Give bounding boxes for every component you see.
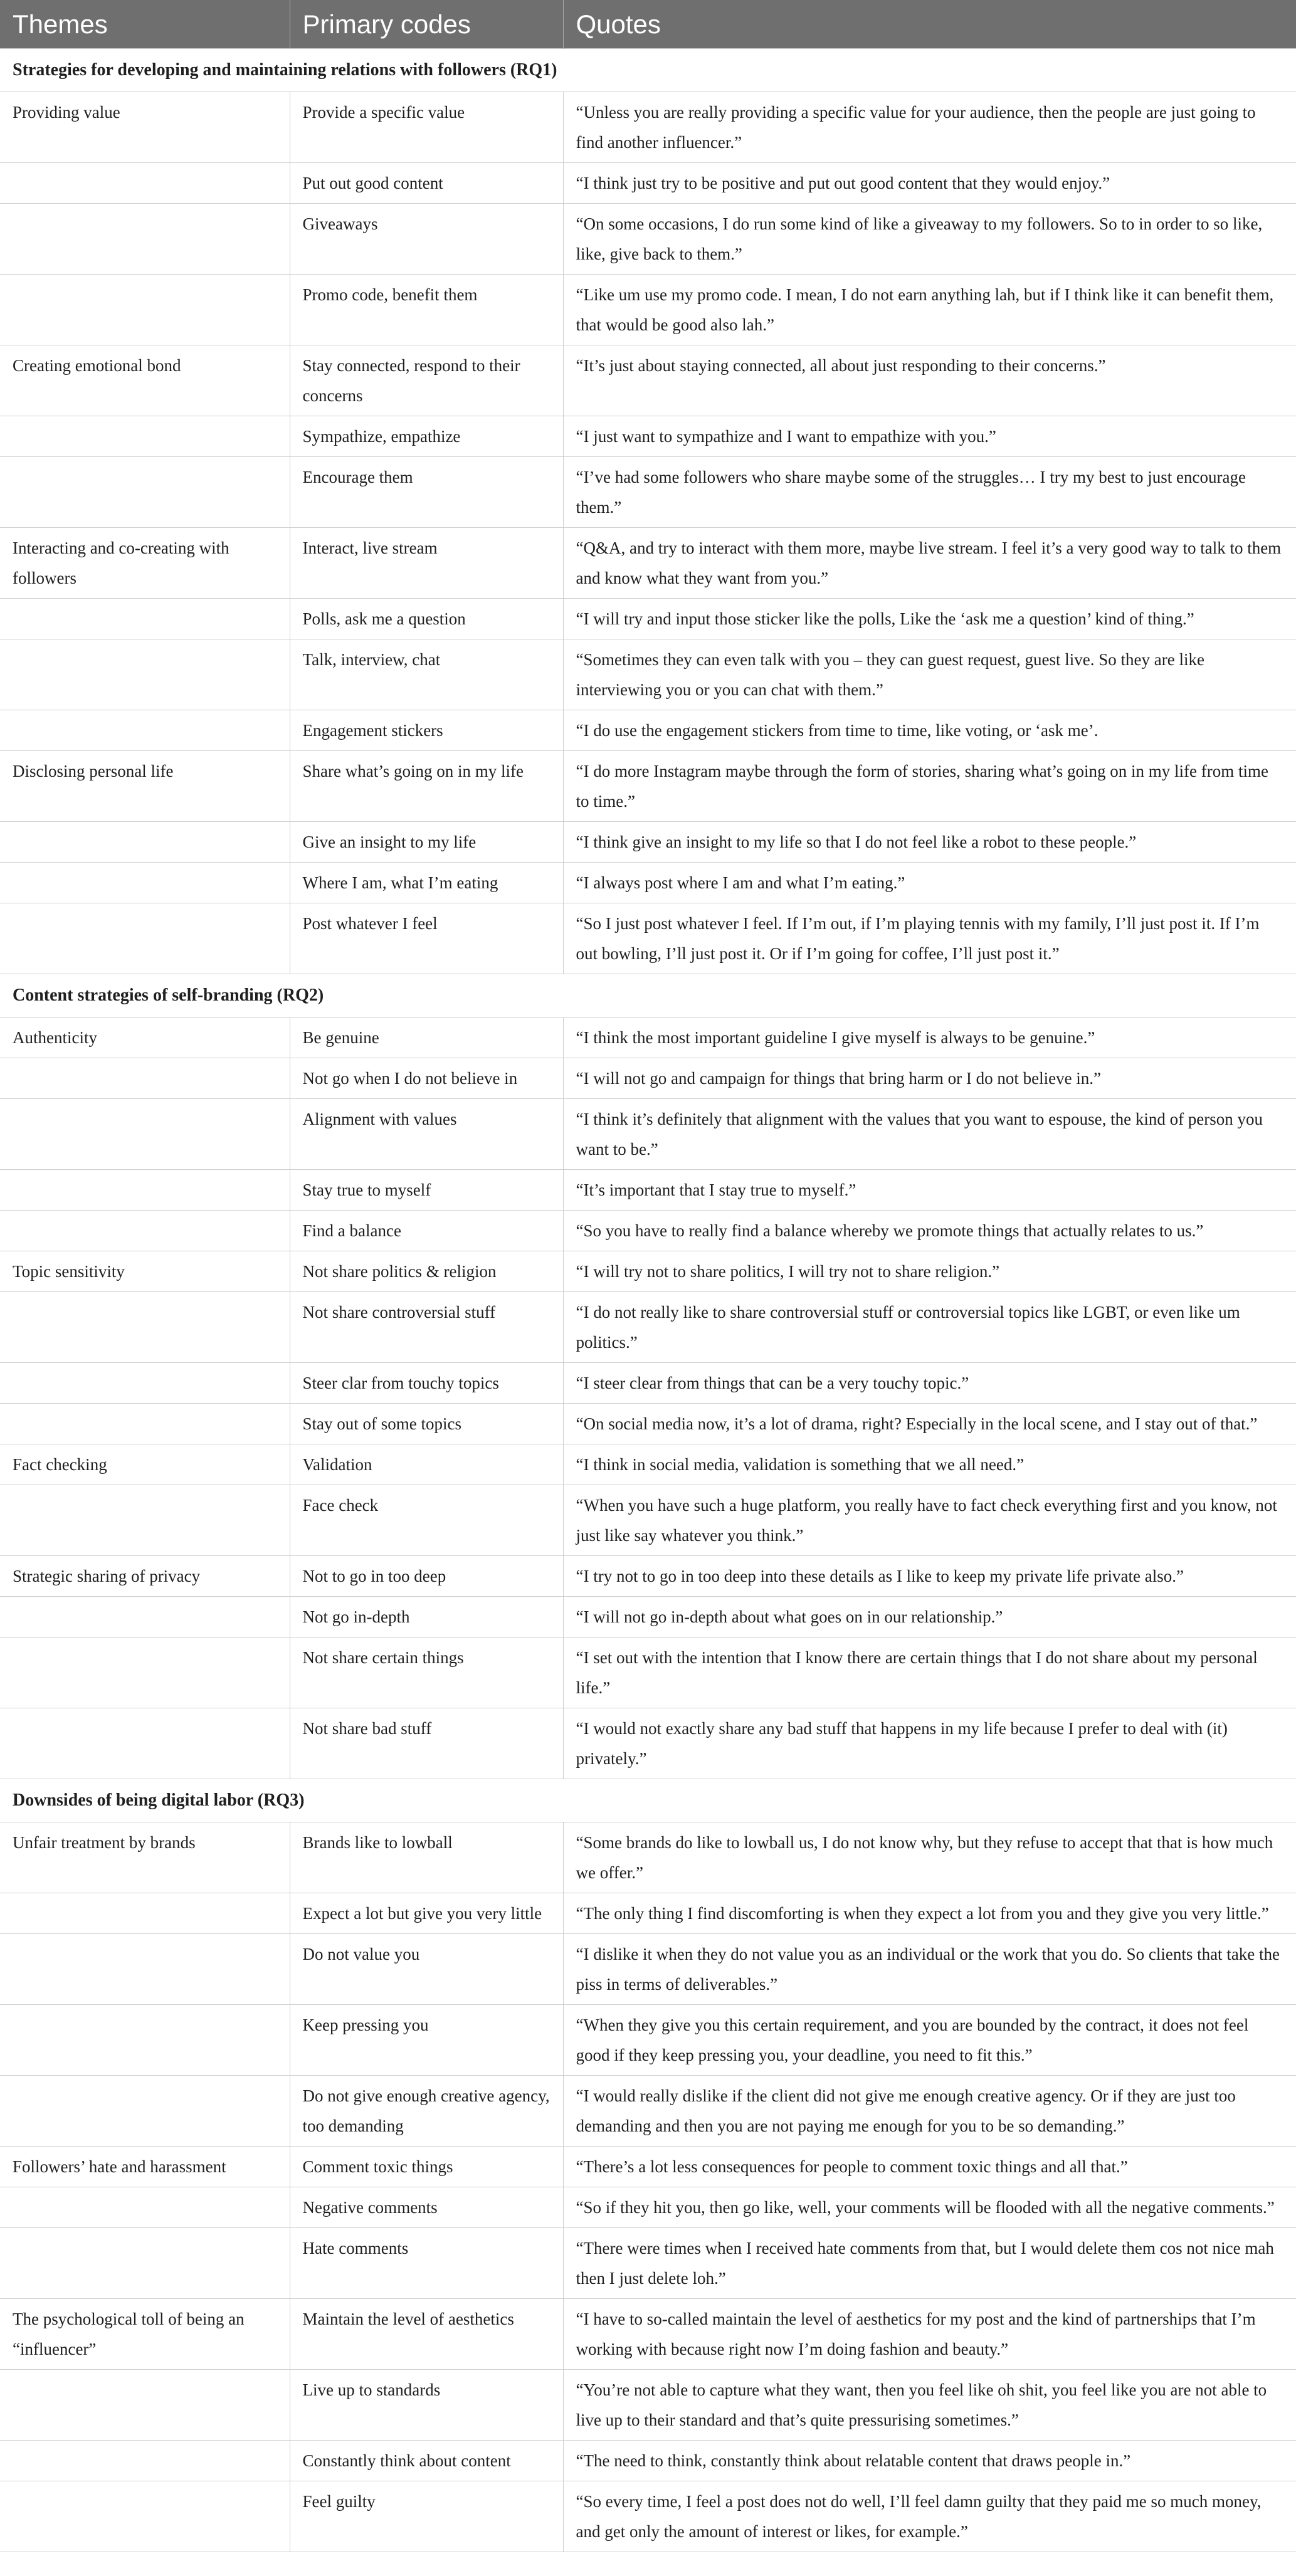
primary-code-cell: Comment toxic things <box>290 2147 563 2187</box>
table-row <box>0 416 1296 457</box>
quote-cell: “I’ve had some followers who share maybe some of the struggles… I try my best to just encourage them.” <box>563 457 1296 528</box>
quote-cell: “There were times when I received hate comments from that, but I would delete them cos not nice mah then I just delete loh.” <box>563 2228 1296 2299</box>
primary-code-cell: Steer clar from touchy topics <box>290 1363 563 1404</box>
primary-code-cell: Not share controversial stuff <box>290 1292 563 1363</box>
table-row <box>0 92 1296 163</box>
theme-cell: Interacting and co-creating with followers <box>0 528 290 599</box>
table-row <box>0 2005 1296 2076</box>
quote-cell: “I think it’s definitely that alignment with the values that you want to espouse, the kind of person you want to be.” <box>563 1099 1296 1170</box>
table-row <box>0 751 1296 822</box>
primary-code-cell: Live up to standards <box>290 2370 563 2441</box>
primary-code-cell: Not share bad stuff <box>290 1708 563 1779</box>
table-row <box>0 163 1296 204</box>
table-row <box>0 1058 1296 1099</box>
theme-cell <box>0 2370 290 2441</box>
theme-cell <box>0 416 290 457</box>
quote-cell: “The need to think, constantly think about relatable content that draws people in.” <box>563 2441 1296 2481</box>
table-row <box>0 639 1296 710</box>
table-row <box>0 275 1296 345</box>
table-row <box>0 1638 1296 1708</box>
theme-cell <box>0 163 290 204</box>
table-row <box>0 1211 1296 1251</box>
section-title: Downsides of being digital labor (RQ3) <box>0 1779 1296 1822</box>
theme-cell <box>0 2005 290 2076</box>
primary-code-cell: Not share certain things <box>290 1638 563 1708</box>
primary-code-cell: Post whatever I feel <box>290 903 563 974</box>
primary-code-cell: Sympathize, empathize <box>290 416 563 457</box>
theme-cell <box>0 639 290 710</box>
theme-cell <box>0 2228 290 2299</box>
table-row <box>0 345 1296 416</box>
quote-cell: “I will try and input those sticker like the polls, Like the ‘ask me a question’ kind of thing.” <box>563 599 1296 639</box>
quote-cell: “I would not exactly share any bad stuff that happens in my life because I prefer to deal with (it) privately.” <box>563 1708 1296 1779</box>
table-row <box>0 2299 1296 2370</box>
header-themes: Themes <box>0 0 290 49</box>
quote-cell: “I do not really like to share controversial stuff or controversial topics like LGBT, or even like um politics.” <box>563 1292 1296 1363</box>
table-row <box>0 1292 1296 1363</box>
theme-cell <box>0 1058 290 1099</box>
quote-cell: “Unless you are really providing a specific value for your audience, then the people are just going to find another influencer.” <box>563 92 1296 163</box>
table-row <box>0 1822 1296 1893</box>
table-row <box>0 2147 1296 2187</box>
primary-code-cell: Not go in-depth <box>290 1597 563 1638</box>
quote-cell: “Some brands do like to lowball us, I do not know why, but they refuse to accept that that is how much we offer.” <box>563 1822 1296 1893</box>
theme-cell <box>0 1363 290 1404</box>
table-row <box>0 2228 1296 2299</box>
quote-cell: “You’re not able to capture what they want, then you feel like oh shit, you feel like you are not able to live up to their standard and that’s quite pressurising sometimes.” <box>563 2370 1296 2441</box>
theme-cell <box>0 1597 290 1638</box>
theme-cell: Disclosing personal life <box>0 751 290 822</box>
primary-code-cell: Alignment with values <box>290 1099 563 1170</box>
quote-cell: “I do more Instagram maybe through the form of stories, sharing what’s going on in my life from time to time.” <box>563 751 1296 822</box>
quote-cell: “I try not to go in too deep into these details as I like to keep my private life private also.” <box>563 1556 1296 1597</box>
theme-cell: Authenticity <box>0 1017 290 1058</box>
theme-cell <box>0 863 290 903</box>
primary-code-cell: Be genuine <box>290 1017 563 1058</box>
primary-code-cell: Negative comments <box>290 2187 563 2228</box>
table-row <box>0 204 1296 275</box>
primary-code-cell: Not to go in too deep <box>290 1556 563 1597</box>
theme-cell <box>0 457 290 528</box>
primary-code-cell: Constantly think about content <box>290 2441 563 2481</box>
theme-cell <box>0 1170 290 1211</box>
theme-cell <box>0 1893 290 1934</box>
theme-cell <box>0 1211 290 1251</box>
theme-cell <box>0 2481 290 2552</box>
primary-code-cell: Share what’s going on in my life <box>290 751 563 822</box>
primary-code-cell: Engagement stickers <box>290 710 563 751</box>
quote-cell: “Q&A, and try to interact with them more, maybe live stream. I feel it’s a very good way to talk to them and know what they want from you.” <box>563 528 1296 599</box>
theme-cell <box>0 2187 290 2228</box>
theme-cell: Topic sensitivity <box>0 1251 290 1292</box>
primary-code-cell: Find a balance <box>290 1211 563 1251</box>
section-row <box>0 49 1296 92</box>
quote-cell: “I think in social media, validation is something that we all need.” <box>563 1444 1296 1485</box>
table-row <box>0 1170 1296 1211</box>
theme-cell <box>0 822 290 863</box>
table-row <box>0 1485 1296 1556</box>
quote-cell: “I think give an insight to my life so that I do not feel like a robot to these people.” <box>563 822 1296 863</box>
quote-cell: “I think just try to be positive and put out good content that they would enjoy.” <box>563 163 1296 204</box>
quote-cell: “So I just post whatever I feel. If I’m out, if I’m playing tennis with my family, I’ll just post it. If I’m out bowling, I’ll just post it. Or if I’m going for coffee, I’ll just post it.” <box>563 903 1296 974</box>
theme-cell <box>0 2076 290 2147</box>
theme-cell <box>0 599 290 639</box>
quote-cell: “So every time, I feel a post does not do well, I’ll feel damn guilty that they paid me so much money, and get only the amount of interest or likes, for example.” <box>563 2481 1296 2552</box>
table-row <box>0 1099 1296 1170</box>
theme-cell: Followers’ hate and harassment <box>0 2147 290 2187</box>
quote-cell: “The only thing I find discomforting is when they expect a lot from you and they give you very little.” <box>563 1893 1296 1934</box>
section-title: Strategies for developing and maintaining relations with followers (RQ1) <box>0 49 1296 92</box>
theme-cell <box>0 710 290 751</box>
section-row <box>0 1779 1296 1822</box>
table-row <box>0 2187 1296 2228</box>
table-row <box>0 710 1296 751</box>
table-row <box>0 2076 1296 2147</box>
quote-cell: “So if they hit you, then go like, well, your comments will be flooded with all the negative comments.” <box>563 2187 1296 2228</box>
table-row <box>0 1444 1296 1485</box>
quote-cell: “I set out with the intention that I know there are certain things that I do not share about my personal life.” <box>563 1638 1296 1708</box>
header-row <box>0 0 1296 49</box>
theme-cell <box>0 204 290 275</box>
table-row <box>0 1597 1296 1638</box>
primary-code-cell: Do not value you <box>290 1934 563 2005</box>
primary-code-cell: Where I am, what I’m eating <box>290 863 563 903</box>
primary-code-cell: Stay connected, respond to their concerns <box>290 345 563 416</box>
primary-code-cell: Interact, live stream <box>290 528 563 599</box>
table-header <box>0 0 1296 49</box>
primary-code-cell: Giveaways <box>290 204 563 275</box>
quote-cell: “I just want to sympathize and I want to empathize with you.” <box>563 416 1296 457</box>
quote-cell: “I think the most important guideline I give myself is always to be genuine.” <box>563 1017 1296 1058</box>
table-row <box>0 903 1296 974</box>
table-row <box>0 599 1296 639</box>
primary-code-cell: Expect a lot but give you very little <box>290 1893 563 1934</box>
table-row <box>0 1556 1296 1597</box>
quote-cell: “I will not go and campaign for things that bring harm or I do not believe in.” <box>563 1058 1296 1099</box>
theme-cell: Unfair treatment by brands <box>0 1822 290 1893</box>
primary-code-cell: Do not give enough creative agency, too demanding <box>290 2076 563 2147</box>
primary-code-cell: Face check <box>290 1485 563 1556</box>
quote-cell: “I dislike it when they do not value you as an individual or the work that you do. So clients that take the piss in terms of deliverables.” <box>563 1934 1296 2005</box>
table-row <box>0 822 1296 863</box>
primary-code-cell: Put out good content <box>290 163 563 204</box>
quote-cell: “I steer clear from things that can be a very touchy topic.” <box>563 1363 1296 1404</box>
quote-cell: “I always post where I am and what I’m eating.” <box>563 863 1296 903</box>
primary-code-cell: Stay out of some topics <box>290 1404 563 1444</box>
primary-code-cell: Keep pressing you <box>290 2005 563 2076</box>
section-title: Content strategies of self-branding (RQ2) <box>0 974 1296 1017</box>
primary-code-cell: Brands like to lowball <box>290 1822 563 1893</box>
theme-cell <box>0 903 290 974</box>
table-row <box>0 2441 1296 2481</box>
quote-cell: “I do use the engagement stickers from time to time, like voting, or ‘ask me’. <box>563 710 1296 751</box>
theme-cell: The psychological toll of being an “influencer” <box>0 2299 290 2370</box>
table-row <box>0 1893 1296 1934</box>
primary-code-cell: Encourage them <box>290 457 563 528</box>
theme-cell <box>0 1638 290 1708</box>
quote-cell: “There’s a lot less consequences for people to comment toxic things and all that.” <box>563 2147 1296 2187</box>
table-row <box>0 2370 1296 2441</box>
primary-code-cell: Maintain the level of aesthetics <box>290 2299 563 2370</box>
primary-code-cell: Give an insight to my life <box>290 822 563 863</box>
theme-cell <box>0 1934 290 2005</box>
theme-cell: Fact checking <box>0 1444 290 1485</box>
table-row <box>0 1934 1296 2005</box>
quote-cell: “On social media now, it’s a lot of drama, right? Especially in the local scene, and I stay out of that.” <box>563 1404 1296 1444</box>
theme-cell: Strategic sharing of privacy <box>0 1556 290 1597</box>
header-quotes: Quotes <box>563 0 1296 49</box>
quote-cell: “When they give you this certain requirement, and you are bounded by the contract, it does not feel good if they keep pressing you, your deadline, you need to fit this.” <box>563 2005 1296 2076</box>
quote-cell: “On some occasions, I do run some kind of like a giveaway to my followers. So to in order to so like, like, give back to them.” <box>563 204 1296 275</box>
primary-code-cell: Hate comments <box>290 2228 563 2299</box>
theme-cell: Providing value <box>0 92 290 163</box>
table-body <box>0 49 1296 2552</box>
table-row <box>0 1017 1296 1058</box>
table-row <box>0 1363 1296 1404</box>
primary-code-cell: Validation <box>290 1444 563 1485</box>
table-row <box>0 457 1296 528</box>
table-row <box>0 528 1296 599</box>
quote-cell: “Sometimes they can even talk with you – they can guest request, guest live. So they are like interviewing you or you can chat with them.” <box>563 639 1296 710</box>
theme-cell <box>0 1404 290 1444</box>
theme-cell <box>0 275 290 345</box>
section-row <box>0 974 1296 1017</box>
theme-cell <box>0 1708 290 1779</box>
quote-cell: “I will try not to share politics, I will try not to share religion.” <box>563 1251 1296 1292</box>
table-row <box>0 1404 1296 1444</box>
table-row <box>0 863 1296 903</box>
theme-cell <box>0 1099 290 1170</box>
theme-cell <box>0 1485 290 1556</box>
primary-code-cell: Stay true to myself <box>290 1170 563 1211</box>
theme-cell: Creating emotional bond <box>0 345 290 416</box>
quote-cell: “Like um use my promo code. I mean, I do not earn anything lah, but if I think like it can benefit them, that would be good also lah.” <box>563 275 1296 345</box>
primary-code-cell: Provide a specific value <box>290 92 563 163</box>
quote-cell: “It’s important that I stay true to myself.” <box>563 1170 1296 1211</box>
quote-cell: “It’s just about staying connected, all about just responding to their concerns.” <box>563 345 1296 416</box>
theme-cell <box>0 1292 290 1363</box>
primary-code-cell: Polls, ask me a question <box>290 599 563 639</box>
theme-cell <box>0 2441 290 2481</box>
table-row <box>0 2481 1296 2552</box>
primary-code-cell: Feel guilty <box>290 2481 563 2552</box>
table-row <box>0 1251 1296 1292</box>
primary-code-cell: Talk, interview, chat <box>290 639 563 710</box>
table-row <box>0 1708 1296 1779</box>
header-primary-codes: Primary codes <box>290 0 563 49</box>
primary-code-cell: Not go when I do not believe in <box>290 1058 563 1099</box>
quote-cell: “I have to so-called maintain the level of aesthetics for my post and the kind of partnerships that I’m working with because right now I’m doing fashion and beauty.” <box>563 2299 1296 2370</box>
primary-code-cell: Not share politics & religion <box>290 1251 563 1292</box>
primary-code-cell: Promo code, benefit them <box>290 275 563 345</box>
quote-cell: “I will not go in-depth about what goes on in our relationship.” <box>563 1597 1296 1638</box>
quote-cell: “I would really dislike if the client did not give me enough creative agency. Or if they are just too demanding and then you are not paying me enough for you to be so demanding.” <box>563 2076 1296 2147</box>
quote-cell: “When you have such a huge platform, you really have to fact check everything first and you know, not just like say whatever you think.” <box>563 1485 1296 1556</box>
quote-cell: “So you have to really find a balance whereby we promote things that actually relates to us.” <box>563 1211 1296 1251</box>
